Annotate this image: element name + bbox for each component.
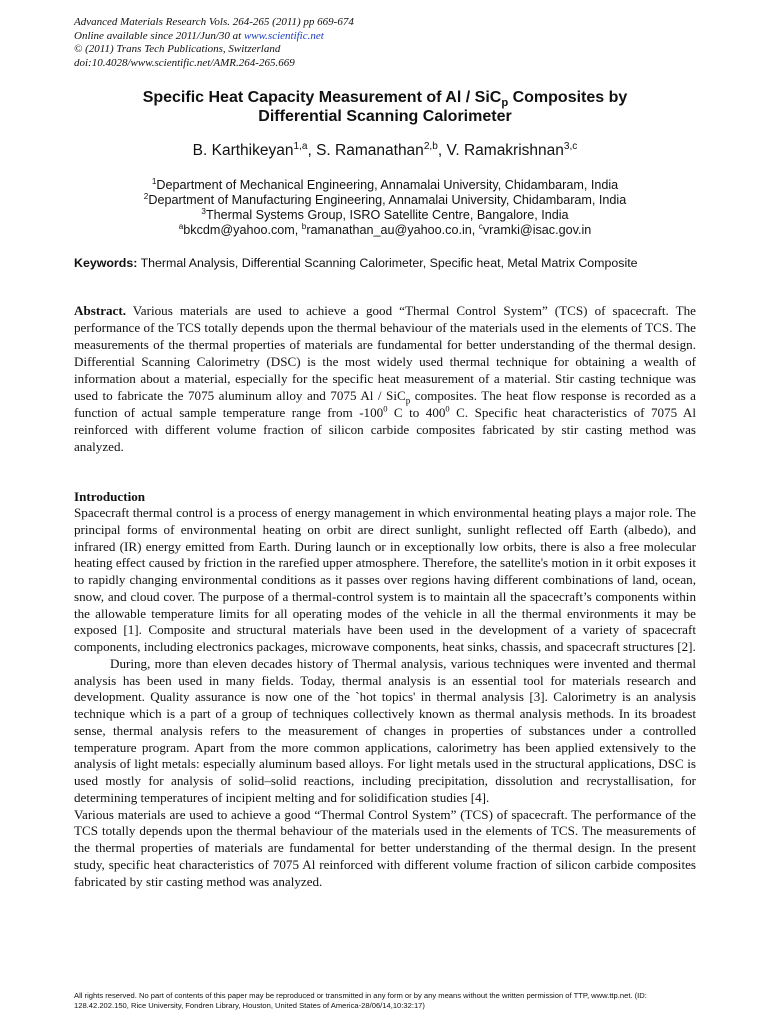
abstract-text: Various materials are used to achieve a good “Thermal Control System” (TCS) of spacecraft. The performance of the TCS totally depends upon the thermal behaviour of the materials used in the elements of TCS. The measurements of the thermal properties of materials are fundamental for better understanding of the thermal design. Differential Scanning Calorimetry (DSC) is the most widely used thermal technique for obtaining a wealth of information about a material, especially for the specific heat measurement of a material. Stir casting technique was used to fabricate the 7075 aluminum alloy and 7075 Al / SiC xyxy=(74,303,696,404)
author-name: S. Ramanathan xyxy=(316,142,424,159)
paper-title xyxy=(74,88,696,126)
email-line xyxy=(74,223,696,238)
keywords-text: Thermal Analysis, Differential Scanning Calorimeter, Specific heat, Metal Matrix Composite xyxy=(137,256,638,270)
affiliation xyxy=(74,208,696,223)
affiliation-mark: 2 xyxy=(143,191,149,201)
email-address[interactable]: bkcdm@yahoo.com, xyxy=(183,223,302,237)
introduction-heading: Introduction xyxy=(74,489,146,504)
title-text-end: Composites by xyxy=(508,89,628,106)
author xyxy=(446,142,577,159)
author-affil-mark: 2,b xyxy=(423,140,438,152)
author xyxy=(193,142,316,159)
title-line-2: Differential Scanning Calorimeter xyxy=(258,108,512,125)
affiliations xyxy=(74,178,696,238)
author-name: V. Ramakrishnan xyxy=(446,142,564,159)
abstract-label: Abstract. xyxy=(74,303,126,318)
email-address[interactable]: vramki@isac.gov.in xyxy=(482,223,592,237)
copyright-footer: All rights reserved. No part of contents of this paper may be reproduced or transmitted in any form or by any means without the written permission of TTP, www.ttp.net. (ID: 128.42.202.150, Rice University, Fondren Library, Houston, United States of America-28/06/14,10:32:17) xyxy=(74,991,647,1010)
abstract-text: C. Specific heat characteristics of 7075 Al reinforced with different volume fraction of silicon carbide composites fabricated by stir casting method was analyzed. xyxy=(74,405,696,455)
paragraph: Spacecraft thermal control is a process of energy management in which environmental heating plays a major role. The principal forms of environmental heating on orbit are direct sunlight, sunlight reflected off Earth (albedo), and infrared (IR) energy emitted from Earth. During launch or in exceptionally low orbits, there is also a free molecular heating effect caused by friction in the rarefied upper atmosphere. Therefore, the satellite's motion in it orbit exposes it to rapidly changing environmental conditions as it passes over regions having different combinations of land, ocean, snow, and cloud cover. The purpose of a thermal-control system is to maintain all the spacecraft’s components within the allowable temperature limits for all operating modes of the vehicle in all the thermal environments it may be exposed [1]. Composite and structural materials have been used in the development of a variety of spacecraft components, including electronics packages, microwave components, heat sinks, chassis, and spacecraft structures [2]. xyxy=(74,505,696,654)
keywords-label: Keywords: xyxy=(74,256,138,270)
title-text: Specific Heat Capacity Measurement of Al / SiC xyxy=(142,89,502,106)
title-line-1 xyxy=(74,88,696,110)
affiliation-mark: 3 xyxy=(201,206,206,216)
affiliation-text: Thermal Systems Group, ISRO Satellite Centre, Bangalore, India xyxy=(205,208,569,222)
affiliation-mark: 1 xyxy=(151,176,157,186)
publication-info xyxy=(74,16,354,70)
author-name: B. Karthikeyan xyxy=(192,142,294,159)
author-separator: , xyxy=(437,142,447,159)
degree-superscript: 0 xyxy=(383,403,388,414)
affiliation xyxy=(74,178,696,193)
author-affil-mark: 3,c xyxy=(563,140,578,152)
author-separator: , xyxy=(307,142,317,159)
doi-line: doi:10.4028/www.scientific.net/AMR.264-265.669 xyxy=(74,56,295,69)
introduction-body xyxy=(74,505,696,890)
affiliation-text: Department of Manufacturing Engineering, Annamalai University, Chidambaram, India xyxy=(148,193,627,207)
abstract-text: composites. The heat flow response is recorded as a function of actual sample temperature range from -100 xyxy=(74,388,696,421)
email-address[interactable]: ramanathan_au@yahoo.co.in, xyxy=(306,223,479,237)
author xyxy=(316,142,446,159)
author-list xyxy=(74,141,696,161)
abstract-text: C to 400 xyxy=(387,405,446,421)
email-mark: b xyxy=(301,221,307,231)
copyright-line: © (2011) Trans Tech Publications, Switzerland xyxy=(74,43,281,56)
email-mark: a xyxy=(178,221,184,231)
abstract-subscript: p xyxy=(405,395,411,406)
degree-superscript: 0 xyxy=(445,403,450,414)
online-date-line xyxy=(74,30,354,44)
abstract xyxy=(74,302,696,455)
paragraph: Various materials are used to achieve a good “Thermal Control System” (TCS) of spacecraft. The performance of the TCS totally depends upon the thermal behaviour of the materials used in the elements of TCS. The measurements of the thermal properties of materials are fundamental for better understanding of the thermal design. In the present study, specific heat characteristics of 7075 Al reinforced with different volume fraction of silicon carbide composites fabricated by stir casting method was analyzed. xyxy=(74,806,696,889)
author-affil-mark: 1,a xyxy=(293,140,308,152)
online-date-text: Online available since 2011/Jun/30 at xyxy=(74,29,244,42)
scientific-net-link[interactable]: www.scientific.net xyxy=(243,29,324,42)
journal-line: Advanced Materials Research Vols. 264-265 (2011) pp 669-674 xyxy=(74,16,354,28)
paragraph: During, more than eleven decades history of Thermal analysis, various techniques were invented and thermal analysis has been used in many fields. Today, thermal analysis is an essential tool for materials research and development. Quality assurance is now one of the `hot topics' in thermal analysis [3]. Calorimetry is an analysis technique which is a part of a group of techniques collectively known as thermal analysis methods. In its broadest sense, thermal analysis refers to the measurement of changes in properties of substances under a controlled temperature program. Apart from the more common applications, calorimetry has been applied extensively to the analysis of light metals: especially aluminum based alloys. For light metals used in the structural applications, DSC is used mostly for analysis of solid–solid reactions, including precipitation, dissolution and recrystallisation, for determining temperatures of incipient melting and for solidification studies [4]. xyxy=(74,655,696,805)
keywords xyxy=(74,256,696,271)
affiliation-text: Department of Mechanical Engineering, Annamalai University, Chidambaram, India xyxy=(156,178,619,192)
email-mark: c xyxy=(478,221,483,231)
affiliation xyxy=(74,193,696,208)
title-subscript: p xyxy=(501,97,509,110)
